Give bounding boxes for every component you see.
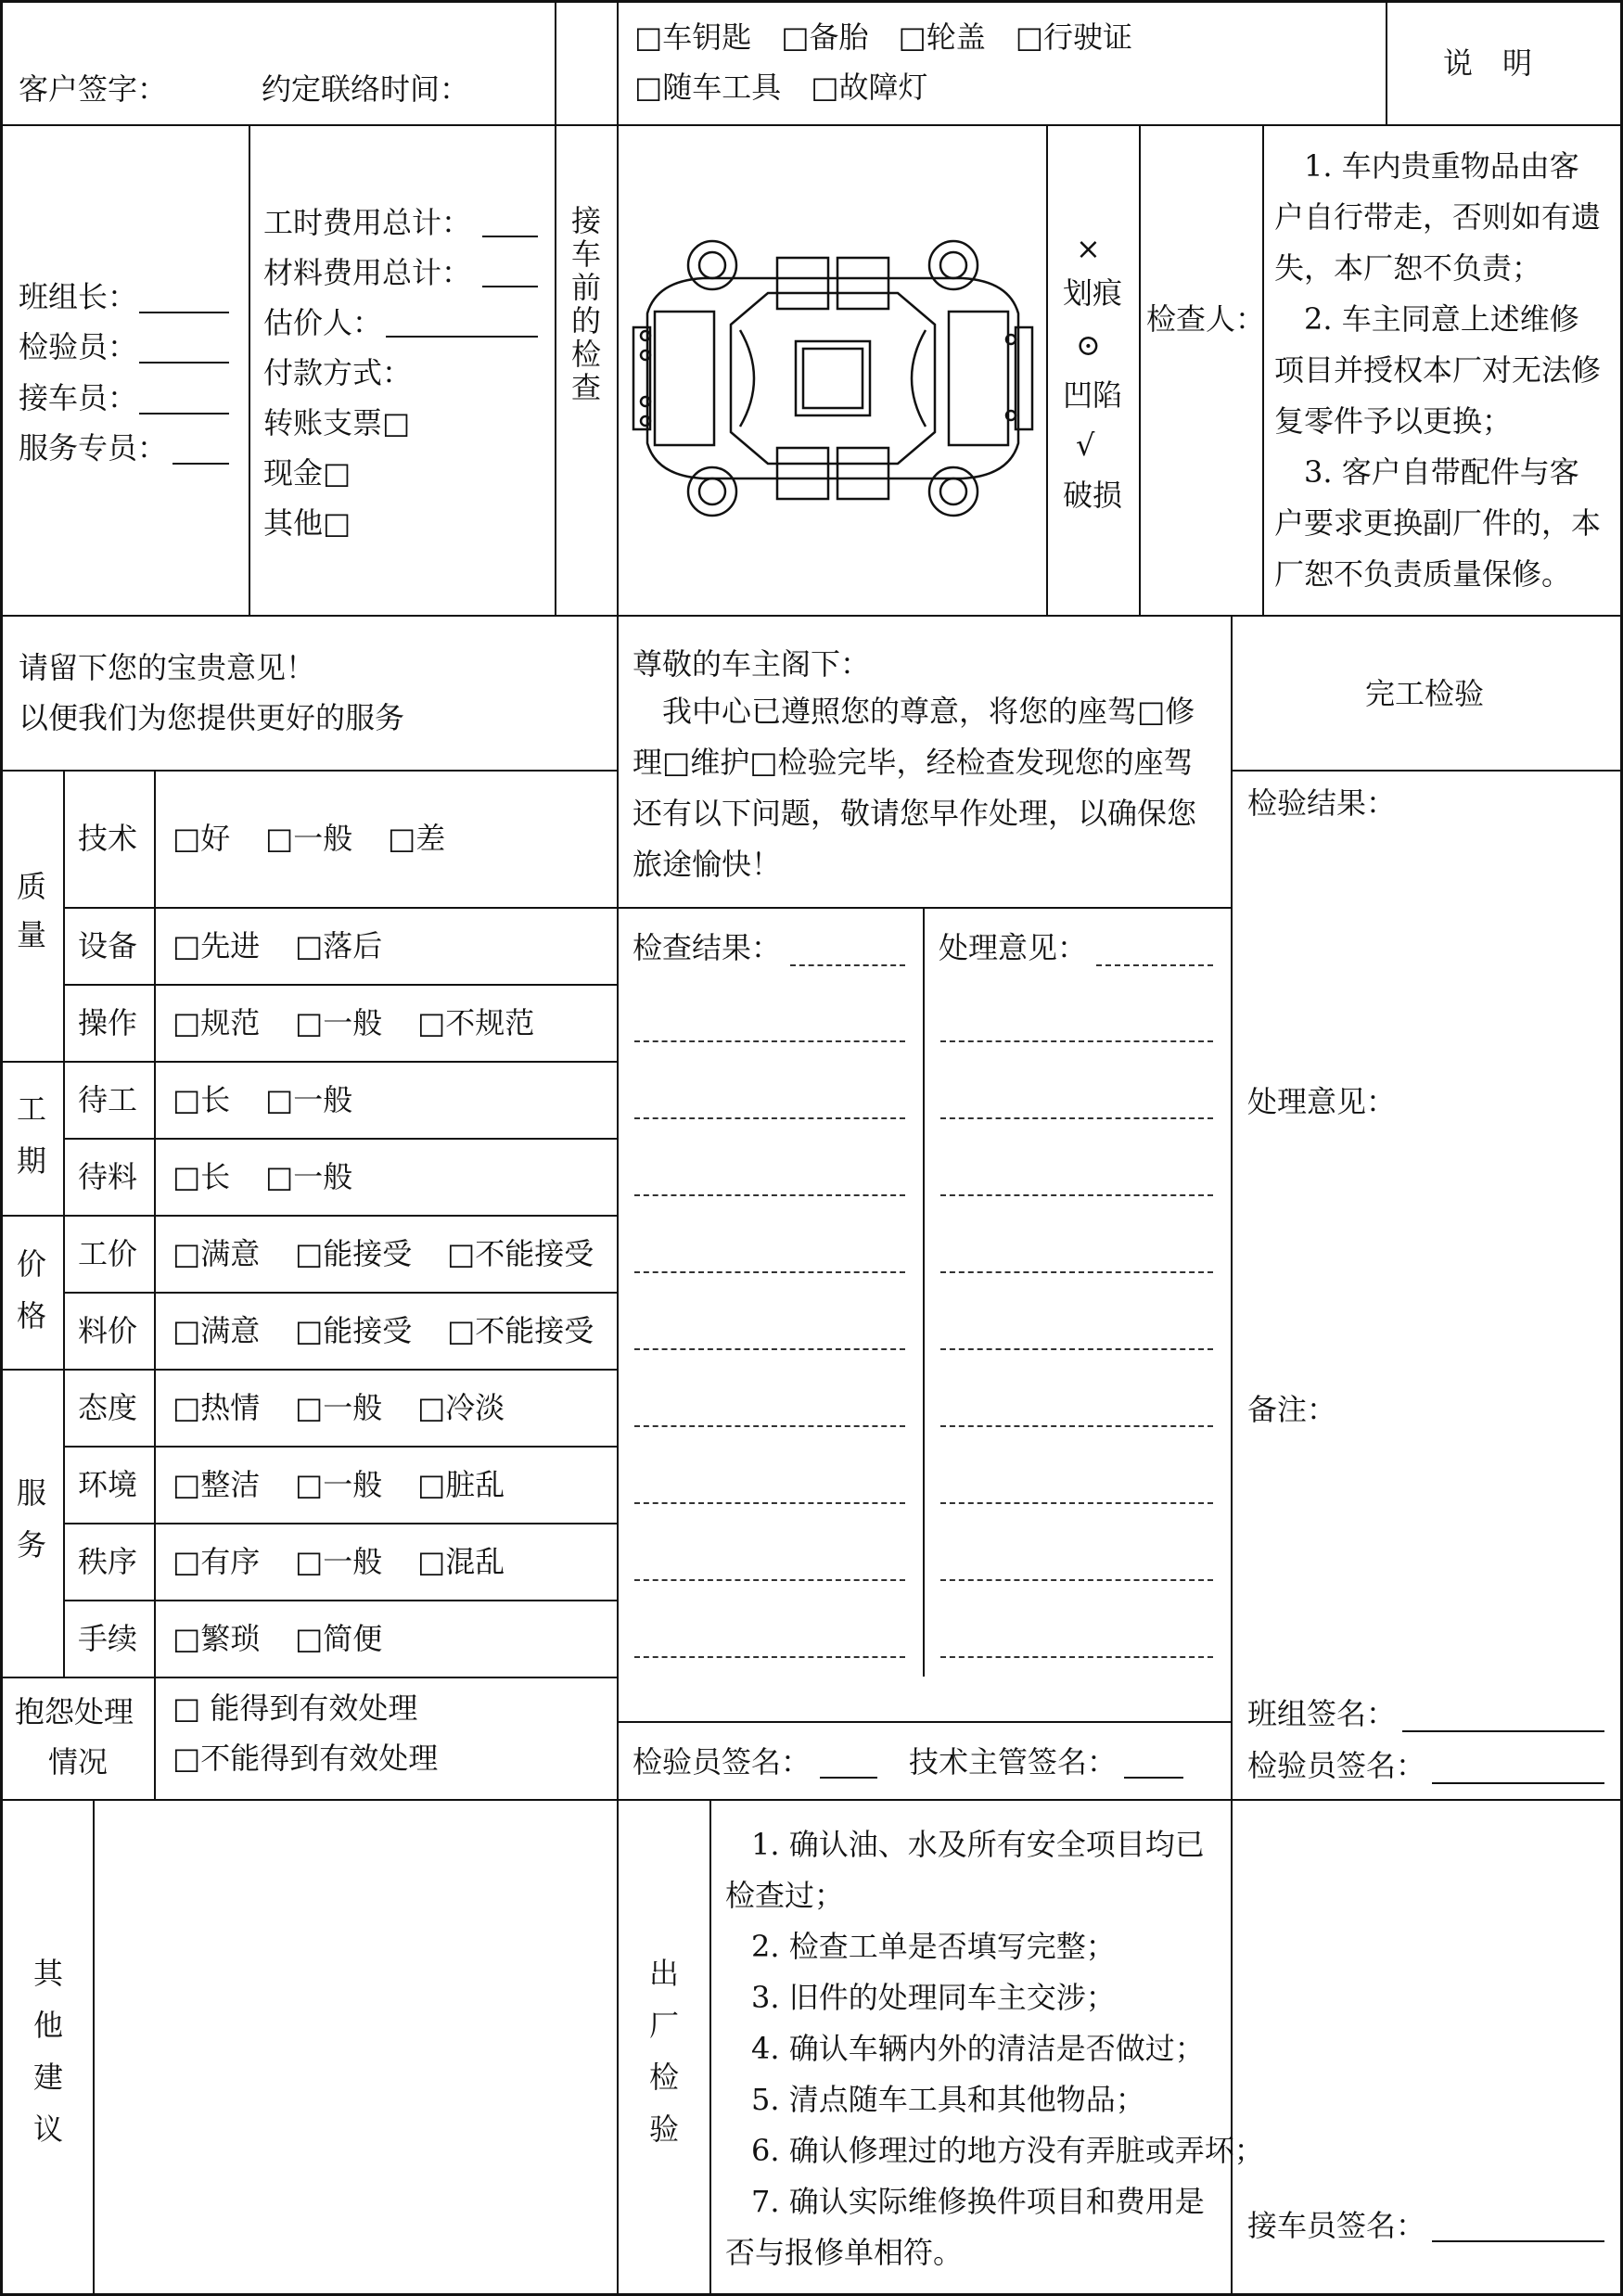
staff-inspector: 检验员：: [19, 329, 138, 364]
parts-price-option-satisfied[interactable]: □满意: [173, 1313, 261, 1348]
environment-option-clean[interactable]: □整洁: [173, 1467, 261, 1502]
complaint-option-unhandled[interactable]: □不能得到有效处理: [173, 1741, 439, 1776]
survey-label-procedure: 手续: [78, 1621, 138, 1656]
receiver-sign-label: 接车员签名：: [1247, 2208, 1426, 2243]
payment-method-label: 付款方式：: [263, 355, 413, 390]
order-option-orderly[interactable]: □有序: [173, 1544, 261, 1579]
circle-mark-icon: ⊙: [1076, 327, 1101, 363]
material-total-label: 材料费用总计：: [263, 255, 472, 290]
order-option-chaotic[interactable]: □混乱: [417, 1544, 505, 1579]
pay-cash-checkbox[interactable]: 现金□: [263, 455, 351, 491]
estimator-label: 估价人：: [263, 305, 383, 340]
exit-check-title: 出厂检验: [648, 1956, 679, 2147]
exit-check-item-3: 3. 旧件的处理同车主交涉；: [751, 1980, 1116, 2015]
team-sign-label: 班组签名：: [1247, 1696, 1397, 1731]
order-option-average[interactable]: □一般: [295, 1544, 383, 1579]
note-2: 2. 车主同意上述维修项目并授权本厂对无法修复零件予以更换；: [1274, 301, 1602, 439]
parts-price-option-acceptable[interactable]: □能接受: [295, 1313, 413, 1348]
survey-label-tech: 技术: [78, 821, 138, 856]
feedback-line1: 请留下您的宝贵意见！: [19, 650, 316, 685]
precheck-title: 接车前的检查: [570, 203, 601, 405]
inspector-sign-label: 检验员签名：: [633, 1744, 812, 1779]
staff-service: 服务专员：: [19, 430, 168, 466]
survey-label-parts-price: 料价: [78, 1313, 138, 1348]
inspector-label: 检查人：: [1146, 301, 1266, 337]
owner-greeting: 尊敬的车主阁下：: [633, 646, 871, 682]
labor-price-option-unacceptable[interactable]: □不能接受: [447, 1236, 594, 1271]
procedure-option-cumbersome[interactable]: □繁琐: [173, 1621, 261, 1656]
parts-price-option-unacceptable[interactable]: □不能接受: [447, 1313, 594, 1348]
equipment-option-advanced[interactable]: □先进: [173, 928, 261, 963]
complaint-option-handled[interactable]: □ 能得到有效处理: [173, 1690, 418, 1726]
exit-check-item-5: 5. 清点随车工具和其他物品；: [751, 2082, 1145, 2117]
customer-sign-label: 客户签字：: [19, 71, 168, 107]
staff-team-leader: 班组长：: [19, 279, 138, 314]
attitude-option-average[interactable]: □一般: [295, 1390, 383, 1425]
exit-check-item-6: 6. 确认修理过的地方没有弄脏或弄坏；: [751, 2133, 1264, 2168]
survey-label-wait-work: 待工: [78, 1082, 138, 1117]
completion-result-label: 检验结果：: [1247, 785, 1397, 821]
survey-label-equipment: 设备: [78, 928, 138, 963]
procedure-option-simple[interactable]: □简便: [295, 1621, 383, 1656]
exit-check-item-1: 1. 确认油、水及所有安全项目均已检查过；: [725, 1827, 1205, 1913]
note-1: 1. 车内贵重物品由客户自行带走，否则如有遗失，本厂恕不负责；: [1274, 148, 1602, 286]
survey-group-schedule: 工期: [16, 1091, 46, 1179]
tech-option-poor[interactable]: □差: [388, 821, 446, 856]
wait-parts-option-long[interactable]: □长: [173, 1159, 231, 1194]
survey-group-service: 服务: [16, 1475, 46, 1563]
completion-inspector-sign-label: 检验员签名：: [1247, 1748, 1426, 1783]
handling-opinion-label: 处理意见：: [939, 930, 1088, 965]
survey-label-labor-price: 工价: [78, 1236, 138, 1271]
check-mark-icon: √: [1076, 427, 1095, 463]
note-3: 3. 客户自带配件与客户要求更换副厂件的，本厂恕不负责质量保修。: [1274, 454, 1602, 592]
labor-price-option-satisfied[interactable]: □满意: [173, 1236, 261, 1271]
feedback-line2: 以便我们为您提供更好的服务: [19, 700, 405, 735]
exit-check-item-4: 4. 确认车辆内外的清洁是否做过；: [751, 2031, 1205, 2066]
equipment-option-outdated[interactable]: □落后: [295, 928, 383, 963]
pay-other-checkbox[interactable]: 其他□: [263, 505, 351, 541]
survey-label-wait-parts: 待料: [78, 1159, 138, 1194]
environment-option-dirty[interactable]: □脏乱: [417, 1467, 505, 1502]
scratch-label: 划痕: [1063, 275, 1123, 311]
wait-work-option-long[interactable]: □长: [173, 1082, 231, 1117]
exit-check-item-7: 7. 确认实际维修换件项目和费用是否与报修单相符。: [725, 2184, 1205, 2270]
cross-mark-icon: ×: [1076, 231, 1101, 266]
dent-label: 凹陷: [1063, 377, 1123, 413]
survey-label-attitude: 态度: [78, 1390, 138, 1425]
exit-check-item-2: 2. 检查工单是否填写完整；: [751, 1929, 1116, 1964]
owner-message: 我中心已遵照您的尊意，将您的座驾□修理□维护□检验完毕，经检查发现您的座驾还有以下问题，敬请您早作处理，以确保您旅途愉快！: [633, 694, 1197, 882]
operation-option-standard[interactable]: □规范: [173, 1005, 261, 1040]
complaint-label-1: 抱怨处理: [15, 1694, 134, 1729]
completion-handling-label: 处理意见：: [1247, 1084, 1397, 1119]
completion-remarks-label: 备注：: [1247, 1392, 1337, 1427]
check-result-label: 检查结果：: [633, 930, 782, 965]
pay-transfer-checkbox[interactable]: 转账支票□: [263, 405, 411, 440]
survey-label-environment: 环境: [78, 1467, 138, 1502]
operation-option-average[interactable]: □一般: [295, 1005, 383, 1040]
completion-title: 完工检验: [1365, 676, 1485, 711]
damage-label: 破损: [1063, 478, 1123, 513]
wait-work-option-average[interactable]: □一般: [265, 1082, 353, 1117]
tech-lead-sign-label: 技术主管签名：: [909, 1744, 1118, 1779]
labor-total-label: 工时费用总计：: [263, 205, 472, 240]
survey-group-price: 价格: [16, 1246, 46, 1333]
survey-group-quality: 质量: [16, 869, 46, 952]
contact-time-label: 约定联络时间：: [262, 71, 470, 107]
survey-label-operation: 操作: [78, 1005, 138, 1040]
survey-label-order: 秩序: [78, 1544, 138, 1579]
operation-option-nonstandard[interactable]: □不规范: [417, 1005, 535, 1040]
complaint-label-2: 情况: [48, 1744, 109, 1779]
tech-option-good[interactable]: □好: [173, 821, 231, 856]
vehicle-items-line2[interactable]: □随车工具 □故障灯: [634, 70, 928, 105]
attitude-option-cold[interactable]: □冷淡: [417, 1390, 505, 1425]
tech-option-average[interactable]: □一般: [265, 821, 353, 856]
other-suggestions-label: 其他建议: [32, 1956, 63, 2147]
labor-price-option-acceptable[interactable]: □能接受: [295, 1236, 413, 1271]
notes-header: 说 明: [1443, 45, 1533, 81]
wait-parts-option-average[interactable]: □一般: [265, 1159, 353, 1194]
staff-receiver: 接车员：: [19, 380, 138, 415]
car-diagram-icon: [629, 239, 1037, 517]
attitude-option-warm[interactable]: □热情: [173, 1390, 261, 1425]
environment-option-average[interactable]: □一般: [295, 1467, 383, 1502]
vehicle-items-line1[interactable]: □车钥匙 □备胎 □轮盖 □行驶证: [634, 19, 1132, 55]
